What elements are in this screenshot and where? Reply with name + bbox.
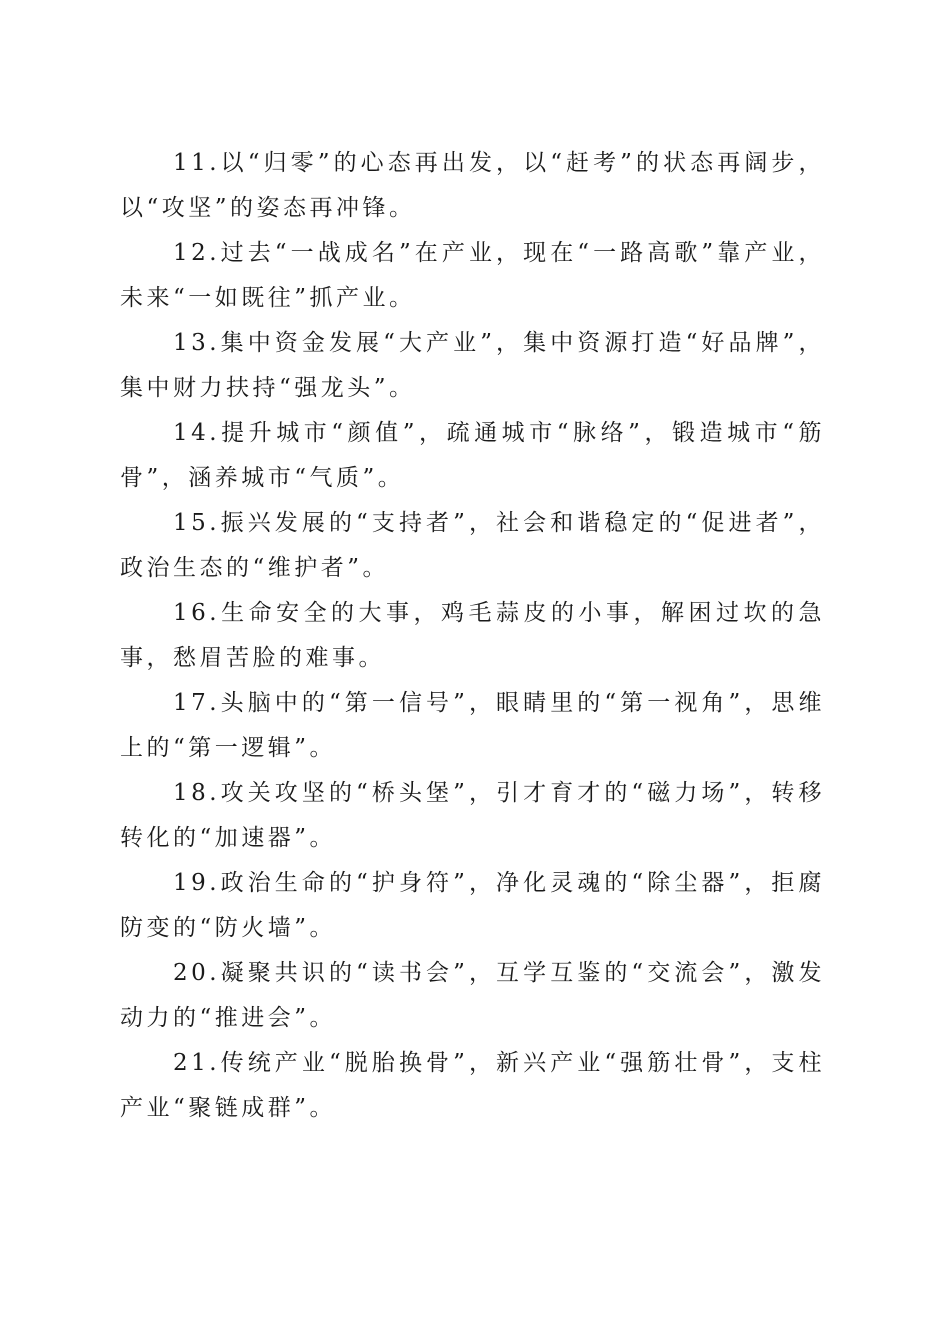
paragraph-16: 16.生命安全的大事，鸡毛蒜皮的小事，解困过坎的急事，愁眉苦脸的难事。 (120, 600, 825, 671)
paragraph-21: 21.传统产业“脱胎换骨”，新兴产业“强筋壮骨”，支柱产业“聚链成群”。 (120, 1050, 825, 1121)
paragraph-11: 11.以“归零”的心态再出发，以“赶考”的状态再阔步，以“攻坚”的姿态再冲锋。 (120, 150, 825, 221)
paragraph-18: 18.攻关攻坚的“桥头堡”，引才育才的“磁力场”，转移转化的“加速器”。 (120, 780, 825, 851)
paragraph-14: 14.提升城市“颜值”，疏通城市“脉络”，锻造城市“筋骨”，涵养城市“气质”。 (120, 420, 825, 491)
paragraph-13: 13.集中资金发展“大产业”，集中资源打造“好品牌”，集中财力扶持“强龙头”。 (120, 330, 825, 401)
paragraph-12: 12.过去“一战成名”在产业，现在“一路高歌”靠产业，未来“一如既往”抓产业。 (120, 240, 825, 311)
paragraph-20: 20.凝聚共识的“读书会”，互学互鉴的“交流会”，激发动力的“推进会”。 (120, 960, 825, 1031)
paragraph-19: 19.政治生命的“护身符”，净化灵魂的“除尘器”，拒腐防变的“防火墙”。 (120, 870, 825, 941)
paragraph-15: 15.振兴发展的“支持者”，社会和谐稳定的“促进者”，政治生态的“维护者”。 (120, 510, 825, 581)
paragraph-17: 17.头脑中的“第一信号”，眼睛里的“第一视角”，思维上的“第一逻辑”。 (120, 690, 825, 761)
document-body (120, 141, 825, 1131)
